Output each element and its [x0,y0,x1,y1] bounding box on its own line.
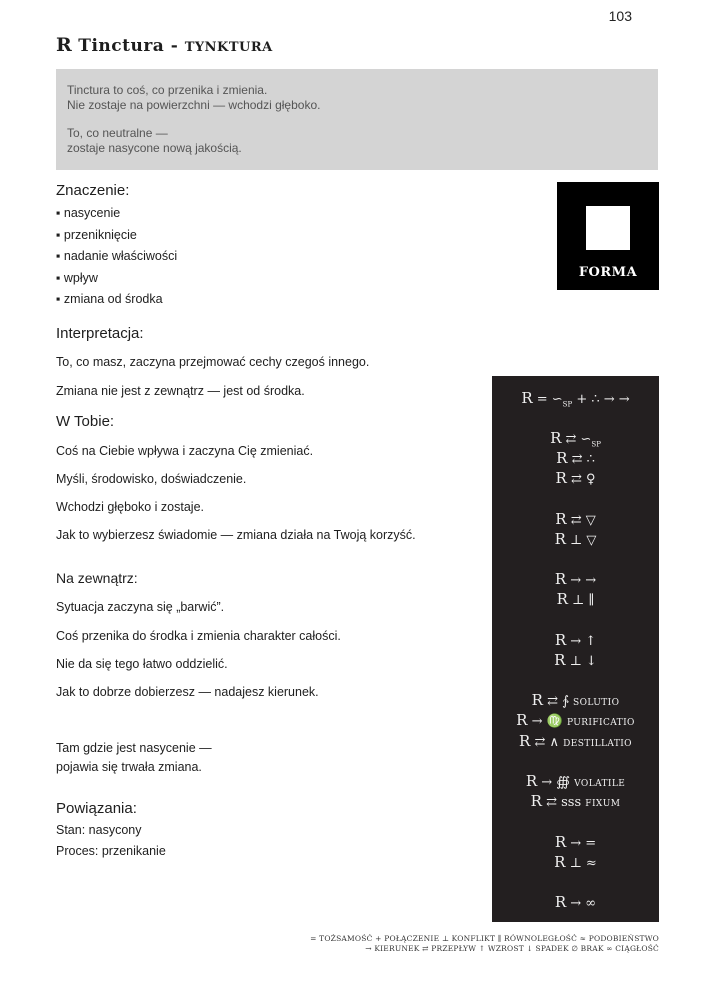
list-item: ▪ wpływ [56,271,98,285]
relation-proces: Proces: przenikanie [56,844,166,858]
closing-line: pojawia się trwała zmiana. [56,760,202,774]
section-heading-w-tobie: W Tobie: [56,413,115,430]
list-item: ▪ nadanie właściwości [56,249,178,263]
tinctura-r-icon: R [56,34,73,56]
closing-line: Tam gdzie jest nasycenie — [56,741,212,755]
intro-line: zostaje nasycone nową jakością. [67,141,242,155]
title-sub: TYNKTURA [184,40,273,55]
paragraph-line: Wchodzi głęboko i zostaje. [56,500,204,514]
forma-box [557,182,659,290]
symbol-row: R ⊥ ▽ [554,530,597,548]
paragraph-line: Nie da się tego łatwo oddzielić. [56,657,228,671]
symbol-row: R → ↑ [554,631,597,649]
section-heading-interpretacja: Interpretacja: [56,325,144,342]
symbol-panel [492,376,659,922]
intro-line: To, co neutralne — [67,126,168,140]
symbol-row: R ⇄ ∴ [556,449,595,467]
paragraph-line: Coś na Ciebie wpływa i zaczyna Cię zmieniać. [56,444,314,458]
title-main: Tinctura [78,36,165,56]
symbol-row: R ⊥ ∥ [556,590,595,608]
symbol-legend-line: = TOŻSAMOŚĆ + POŁĄCZENIE ⊥ KONFLIKT ∥ RÓWNOLEGŁOŚĆ ≈ PODOBIEŃSTWO [310,934,659,943]
section-heading-powiazania: Powiązania: [56,800,137,817]
paragraph-line: Zmiana nie jest z zewnątrz — jest od środka. [56,384,305,398]
symbol-row: R → ∰ VOLATILE [525,772,626,790]
page-number: 103 [608,8,632,24]
paragraph-line: Myśli, środowisko, doświadczenie. [56,472,247,486]
symbol-row: R ⇄ ♀ [555,469,596,487]
paragraph-line: Sytuacja zaczyna się „barwić”. [56,600,225,614]
symbol-row: R ⇄ sss FIXUM [530,792,621,810]
symbol-row: R → ∞ [554,893,597,911]
section-heading-na-zewnatrz: Na zewnątrz: [56,570,138,586]
symbol-row: $R = ∽_{SP}$ + ∴ → → [521,389,630,409]
symbol-row: R ⇄ ∱ SOLUTIO [531,691,620,709]
list-item: ▪ zmiana od środka [56,292,163,306]
relation-stan: Stan: nasycony [56,823,142,837]
page-title [56,34,273,56]
symbol-row: R ⇄ $∽_{SP}$ [550,429,601,449]
forma-label: FORMA [578,265,638,280]
symbol-row: R ⊥ ↓ [554,651,597,669]
intro-line: Tinctura to coś, co przenika i zmienia. [67,83,268,97]
paragraph-line: Jak to dobrze dobierzesz — nadajesz kierunek. [56,685,319,699]
section-heading-znaczenie: Znaczenie: [56,182,130,199]
list-item: ▪ nasycenie [56,206,121,220]
symbol-row: R → ♍ PURIFICATIO [516,711,635,729]
symbol-row: R → = [554,833,597,851]
list-item: ▪ przeniknięcie [56,228,137,242]
intro-box [56,69,658,170]
symbol-legend-line: → KIERUNEK ⇄ PRZEPŁYW ↑ WZROST ↓ SPADEK ∅ BRAK ∞ CIĄGŁOŚĆ [365,944,659,953]
paragraph-line: Jak to wybierzesz świadomie — zmiana działa na Twoją korzyść. [56,528,416,542]
paragraph-line: To, co masz, zaczyna przejmować cechy czegoś innego. [56,355,370,369]
symbol-row: R ⇄ ▽ [555,510,596,528]
paragraph-line: Coś przenika do środka i zmienia charakter całości. [56,629,341,643]
symbol-row: R ⇄ ∧ DESTILLATIO [519,732,632,750]
symbol-row: R ⊥ ≈ [554,853,597,871]
title-dash: - [164,36,185,56]
symbol-row: R → → [554,570,597,588]
forma-square-icon [586,206,630,250]
intro-line: Nie zostaje na powierzchni — wchodzi głęboko. [67,98,321,112]
